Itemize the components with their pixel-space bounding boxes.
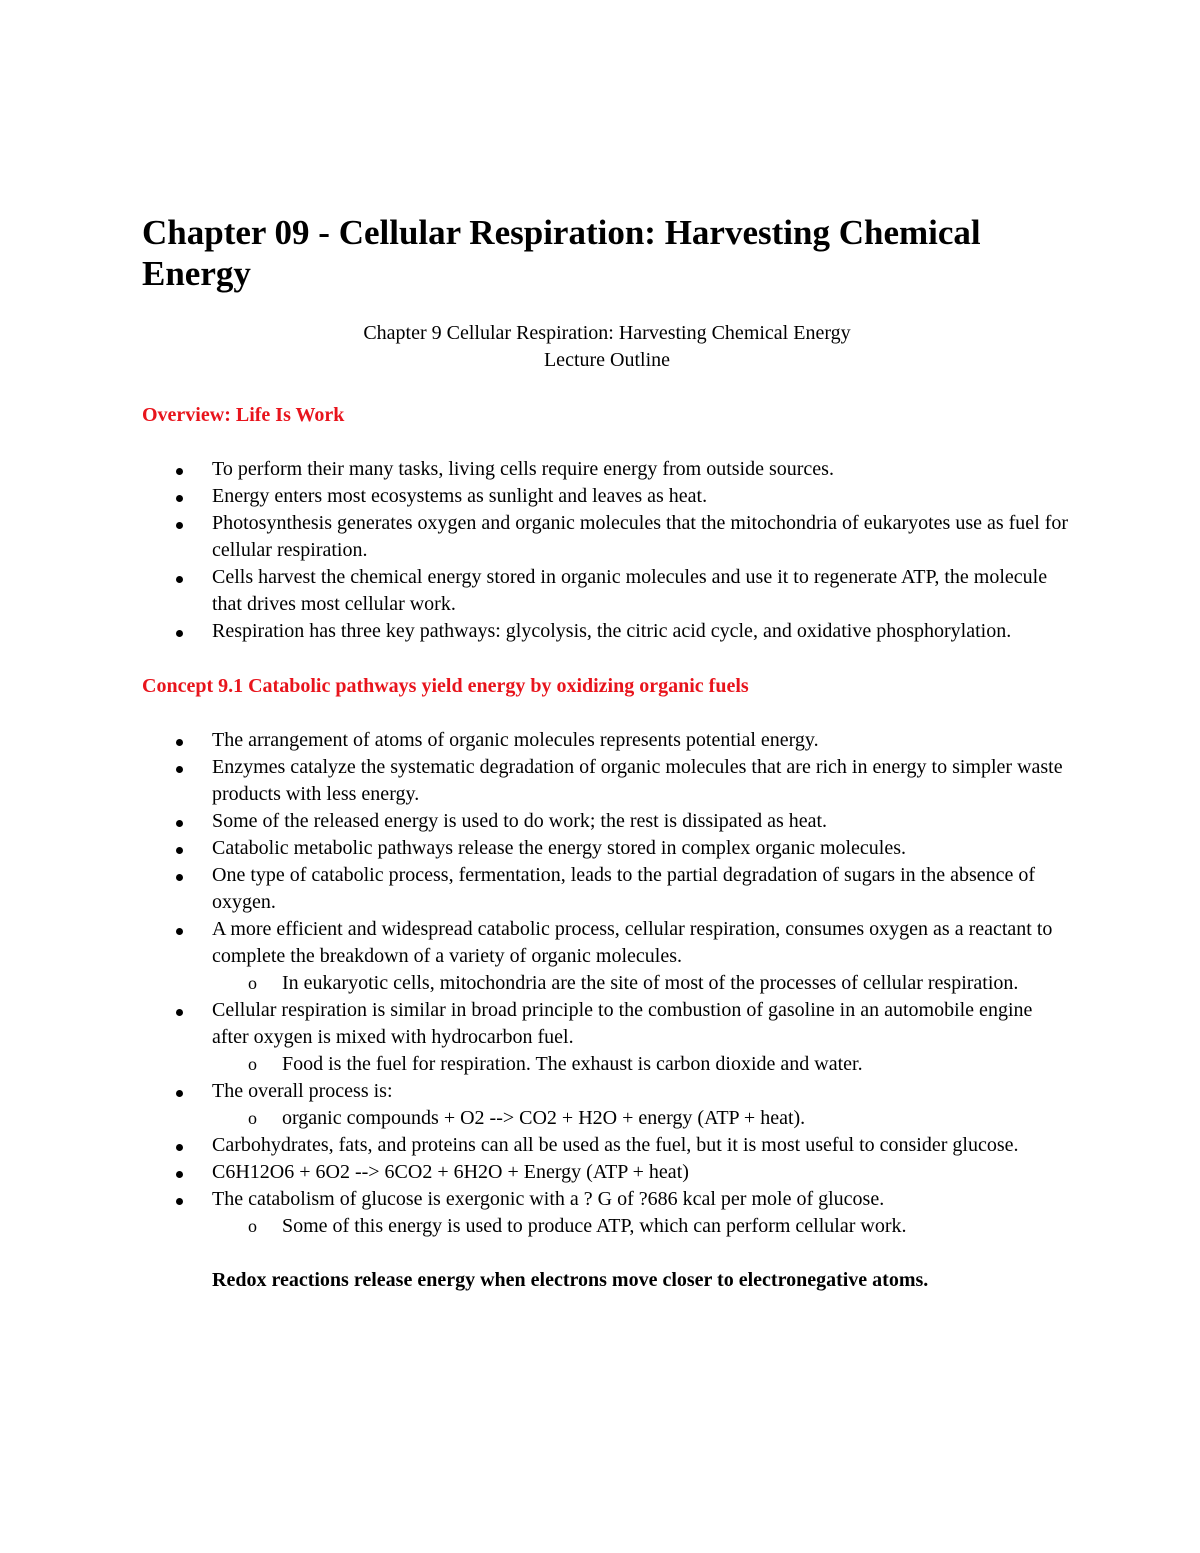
subtitle-line-2: Lecture Outline [543,349,671,371]
bullet-dot-icon [176,1171,183,1178]
hollow-bullet-icon: o [248,1108,257,1128]
list-item: Some of the released energy is used to do work; the rest is dissipated as heat. [142,808,1072,835]
bullet-dot-icon [176,739,183,746]
bullet-dot-icon [176,766,183,773]
list-item: Cells harvest the chemical energy stored in organic molecules and use it to regenerate ATP, the molecule that drives most cellular work. [142,564,1072,618]
sub-list [212,970,1072,997]
document-title: Chapter 09 - Cellular Respiration: Harvesting Chemical Energy [142,213,981,293]
sub-list-item: o Some of this energy is used to produce ATP, which can perform cellular work. [142,1213,1072,1240]
sub-list [212,1213,1072,1240]
list-item: Cellular respiration is similar in broad principle to the combustion of gasoline in an automobile engine after oxygen is mixed with hydrocarbon fuel. o Food is the fuel for respiration. The exhaust is carbon dioxide and water. [142,997,1072,1078]
list-item: One type of catabolic process, fermentation, leads to the partial degradation of sugars in the absence of oxygen. [142,862,1072,916]
hollow-bullet-icon: o [248,973,257,993]
bullet-dot-icon [176,847,183,854]
bullet-dot-icon [176,928,183,935]
list-item: Energy enters most ecosystems as sunlight and leaves as heat. [142,483,1072,510]
concept-9-1-list [142,727,1072,1240]
sub-list-item: o Food is the fuel for respiration. The exhaust is carbon dioxide and water. [142,1051,1072,1078]
list-item: The arrangement of atoms of organic molecules represents potential energy. [142,727,1072,754]
bullet-dot-icon [176,522,183,529]
list-item: To perform their many tasks, living cells require energy from outside sources. [142,456,1072,483]
bullet-dot-icon [176,576,183,583]
overview-heading: Overview: Life Is Work [142,404,345,426]
bullet-dot-icon [176,1144,183,1151]
bullet-dot-icon [176,820,183,827]
concept-9-1-heading: Concept 9.1 Catabolic pathways yield energy by oxidizing organic fuels [142,675,749,697]
document-page [142,212,1072,1294]
bullet-dot-icon [176,1009,183,1016]
subtitle-line-1: Chapter 9 Cellular Respiration: Harvesting Chemical Energy [363,322,851,344]
hollow-bullet-icon: o [248,1216,257,1236]
sub-list-item: o In eukaryotic cells, mitochondria are the site of most of the processes of cellular respiration. [142,970,1072,997]
list-item: The overall process is: o organic compounds + O2 --> CO2 + H2O + energy (ATP + heat). [142,1078,1072,1132]
hollow-bullet-icon: o [248,1054,257,1074]
sub-list-item: o organic compounds + O2 --> CO2 + H2O + energy (ATP + heat). [142,1105,1072,1132]
overview-list [142,456,1072,645]
bullet-dot-icon [176,468,183,475]
bullet-dot-icon [176,874,183,881]
bullet-dot-icon [176,495,183,502]
sub-list [212,1051,1072,1078]
list-item: C6H12O6 + 6O2 --> 6CO2 + 6H2O + Energy (ATP + heat) [142,1159,1072,1186]
list-item: The catabolism of glucose is exergonic with a ? G of ?686 kcal per mole of glucose. o Some of this energy is used to produce ATP, which can perform cellular work. [142,1186,1072,1240]
list-item: Photosynthesis generates oxygen and organic molecules that the mitochondria of eukaryotes use as fuel for cellular respiration. [142,510,1072,564]
list-item: Catabolic metabolic pathways release the energy stored in complex organic molecules. [142,835,1072,862]
list-item: Enzymes catalyze the systematic degradation of organic molecules that are rich in energy to simpler waste products with less energy. [142,754,1072,808]
sub-list [212,1105,1072,1132]
document-subtitle [142,320,1072,374]
list-item: Respiration has three key pathways: glycolysis, the citric acid cycle, and oxidative phosphorylation. [142,618,1072,645]
redox-heading: Redox reactions release energy when electrons move closer to electronegative atoms. [212,1269,929,1291]
list-item: A more efficient and widespread catabolic process, cellular respiration, consumes oxygen as a reactant to complete the breakdown of a variety of organic molecules. o In eukaryotic cells, mitochondria are the site of most of the processes of cellular respiration. [142,916,1072,997]
bullet-dot-icon [176,630,183,637]
list-item: Carbohydrates, fats, and proteins can all be used as the fuel, but it is most useful to consider glucose. [142,1132,1072,1159]
bullet-dot-icon [176,1198,183,1205]
bullet-dot-icon [176,1090,183,1097]
